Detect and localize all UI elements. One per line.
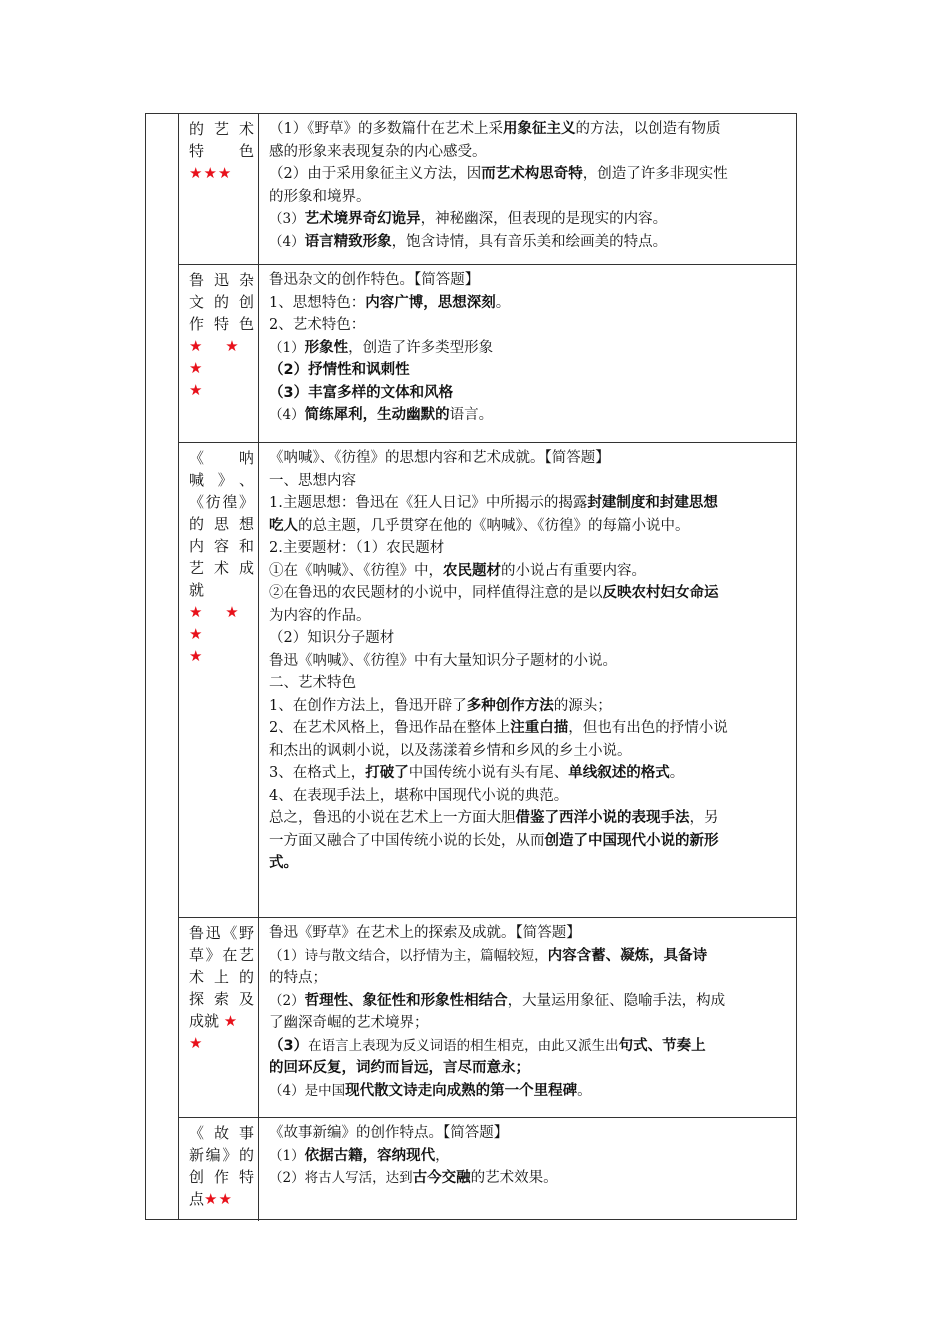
answer-line: ①在《呐喊》、《彷徨》中，农民题材的小说占有重要内容。 [269,562,646,579]
importance-stars: ★ [189,1034,204,1052]
answer-line: 的特点； [269,970,327,986]
answer-line: 1.主题思想：鲁迅在《狂人日记》中所揭示的揭露封建制度和封建思想 [269,495,718,511]
importance-stars: ★ [189,647,204,665]
answer-line: ②在鲁迅的农民题材的小说中，同样值得注意的是以反映农村妇女命运 [269,585,719,601]
importance-stars: ★ [223,1012,239,1030]
topic-line: 《呐喊》、 [189,449,254,489]
answer-cell [259,114,796,264]
topic-line: 就 [189,581,205,599]
answer-line: 2、艺术特色： [269,317,366,333]
answer-line: 的形象和境界。 [269,188,371,205]
topic-cell [179,918,259,1117]
answer-line: 的回环反复，词约而旨远，言尽而意永； [269,1060,530,1076]
topic-line: 《彷徨》 [189,493,254,511]
topic-line: 成就 ★ [189,1012,239,1030]
importance-stars: ★ [189,381,204,399]
topic-cell [179,1118,259,1221]
answer-line: （2）知识分子题材 [269,630,395,646]
topic-line: 的思想 [189,515,254,533]
answer-line: 了幽深奇崛的艺术境界； [269,1015,429,1031]
answer-line: 吃人的总主题，几乎贯穿在他的《呐喊》、《彷徨》的每篇小说中。 [269,517,690,534]
answer-line: 3、在格式上，打破了中国传统小说有头有尾、单线叙述的格式。 [269,765,685,781]
topic-line: 的艺术 [189,120,254,138]
answer-line: 一、思想内容 [269,472,356,489]
topic-line: 草》在艺 [189,946,254,964]
answer-line: （1）形象性，创造了许多类型形象 [269,339,494,356]
answer-line: 为内容的作品。 [269,607,371,624]
topic-line: 术上的 [189,968,254,986]
importance-stars: ★★★ [189,164,233,182]
answer-line: 《呐喊》、《彷徨》的思想内容和艺术成就。【简答题】 [269,450,610,466]
answer-line: （3）在语言上表现为反义词语的相生相克，由此又派生出句式、节奏上 [269,1037,706,1054]
topic-line: 艺术成 [189,559,254,577]
answer-line: （1）诗与散文结合，以抒情为主，篇幅较短，内容含蓄、凝炼，具备诗 [269,947,708,964]
topic-line: 探索及 [189,990,254,1008]
topic-cell [179,265,259,442]
chapter-column [146,114,179,1219]
table-row [179,265,796,443]
table-row [179,443,796,918]
table-row [179,1118,796,1221]
topic-line: 作特色 [189,315,254,333]
answer-cell [259,1118,796,1221]
topic-line: 内容和 [189,537,254,555]
outline-table [145,113,797,1220]
answer-line: 《故事新编》的创作特点。【简答题】 [269,1125,509,1141]
answer-line: 2、在艺术风格上，鲁迅作品在整体上注重白描，但也有出色的抒情小说 [269,720,728,736]
topic-line: 特色 [189,142,254,160]
answer-line: 2.主要题材：（1）农民题材 [269,540,445,556]
answer-line: 4、在表现手法上，堪称中国现代小说的典范。 [269,787,569,804]
table-row [179,114,796,265]
answer-line: 鲁迅杂文的创作特色。【简答题】 [269,272,480,288]
importance-stars: ★ ★ ★ [189,337,248,377]
answer-line: （3）丰富多样的文体和风格 [269,384,454,401]
answer-line: 鲁迅《呐喊》、《彷徨》中有大量知识分子题材的小说。 [269,652,617,669]
topic-line: 文的创 [189,293,254,311]
importance-stars: ★★ [204,1190,233,1208]
answer-line: （2）由于采用象征主义方法，因而艺术构思奇特，创造了许多非现实性 [269,166,728,182]
answer-line: 鲁迅《野草》在艺术上的探索及成就。【简答题】 [269,925,581,941]
topic-line: 点★★ [189,1190,233,1208]
answer-cell [259,443,796,917]
answer-line: 1、在创作方法上，鲁迅开辟了多种创作方法的源头； [269,697,612,714]
answer-line: （1）《野草》的多数篇什在艺术上采用象征主义的方法，以创造有物质 [269,121,721,137]
importance-stars: ★ ★ ★ [189,603,248,643]
topic-cell [179,114,259,264]
table-row [179,918,796,1118]
answer-line: （4）语言精致形象，饱含诗情，具有音乐美和绘画美的特点。 [269,233,668,250]
topic-line: 新编》的 [189,1146,254,1164]
answer-line: 1、思想特色：内容广博，思想深刻。 [269,294,511,311]
topic-line: 鲁迅《野 [189,924,254,942]
answer-line: 总之，鲁迅的小说在艺术上一方面大胆借鉴了西洋小说的表现手法，另 [269,810,719,826]
topic-cell [179,443,259,917]
topic-line: 鲁迅杂 [189,271,254,289]
answer-line: 式。 [269,855,298,871]
answer-line: （4）是中国现代散文诗走向成熟的第一个里程碑。 [269,1082,592,1099]
answer-line: （2）哲理性、象征性和形象性相结合，大量运用象征、隐喻手法，构成 [269,992,726,1009]
answer-line: 一方面又融合了中国传统小说的长处，从而创造了中国现代小说的新形 [269,832,719,849]
answer-line: （1）依据古籍，容纳现代， [269,1147,450,1164]
answer-line: （3）艺术境界奇幻诡异，神秘幽深，但表现的是现实的内容。 [269,211,668,227]
answer-line: 感的形象来表现复杂的内心感受。 [269,143,487,160]
answer-cell [259,265,796,442]
answer-line: （4）简练犀利，生动幽默的语言。 [269,407,494,423]
answer-line: （2）抒情性和讽刺性 [269,362,410,378]
answer-cell [259,918,796,1117]
topic-line: 《故事 [189,1124,254,1142]
answer-line: （2）将古人写活，达到古今交融的艺术效果。 [269,1170,558,1186]
topic-line: 创作特 [189,1168,254,1186]
answer-line: 二、艺术特色 [269,675,356,691]
answer-line: 和杰出的讽刺小说，以及荡漾着乡情和乡风的乡土小说。 [269,742,632,759]
